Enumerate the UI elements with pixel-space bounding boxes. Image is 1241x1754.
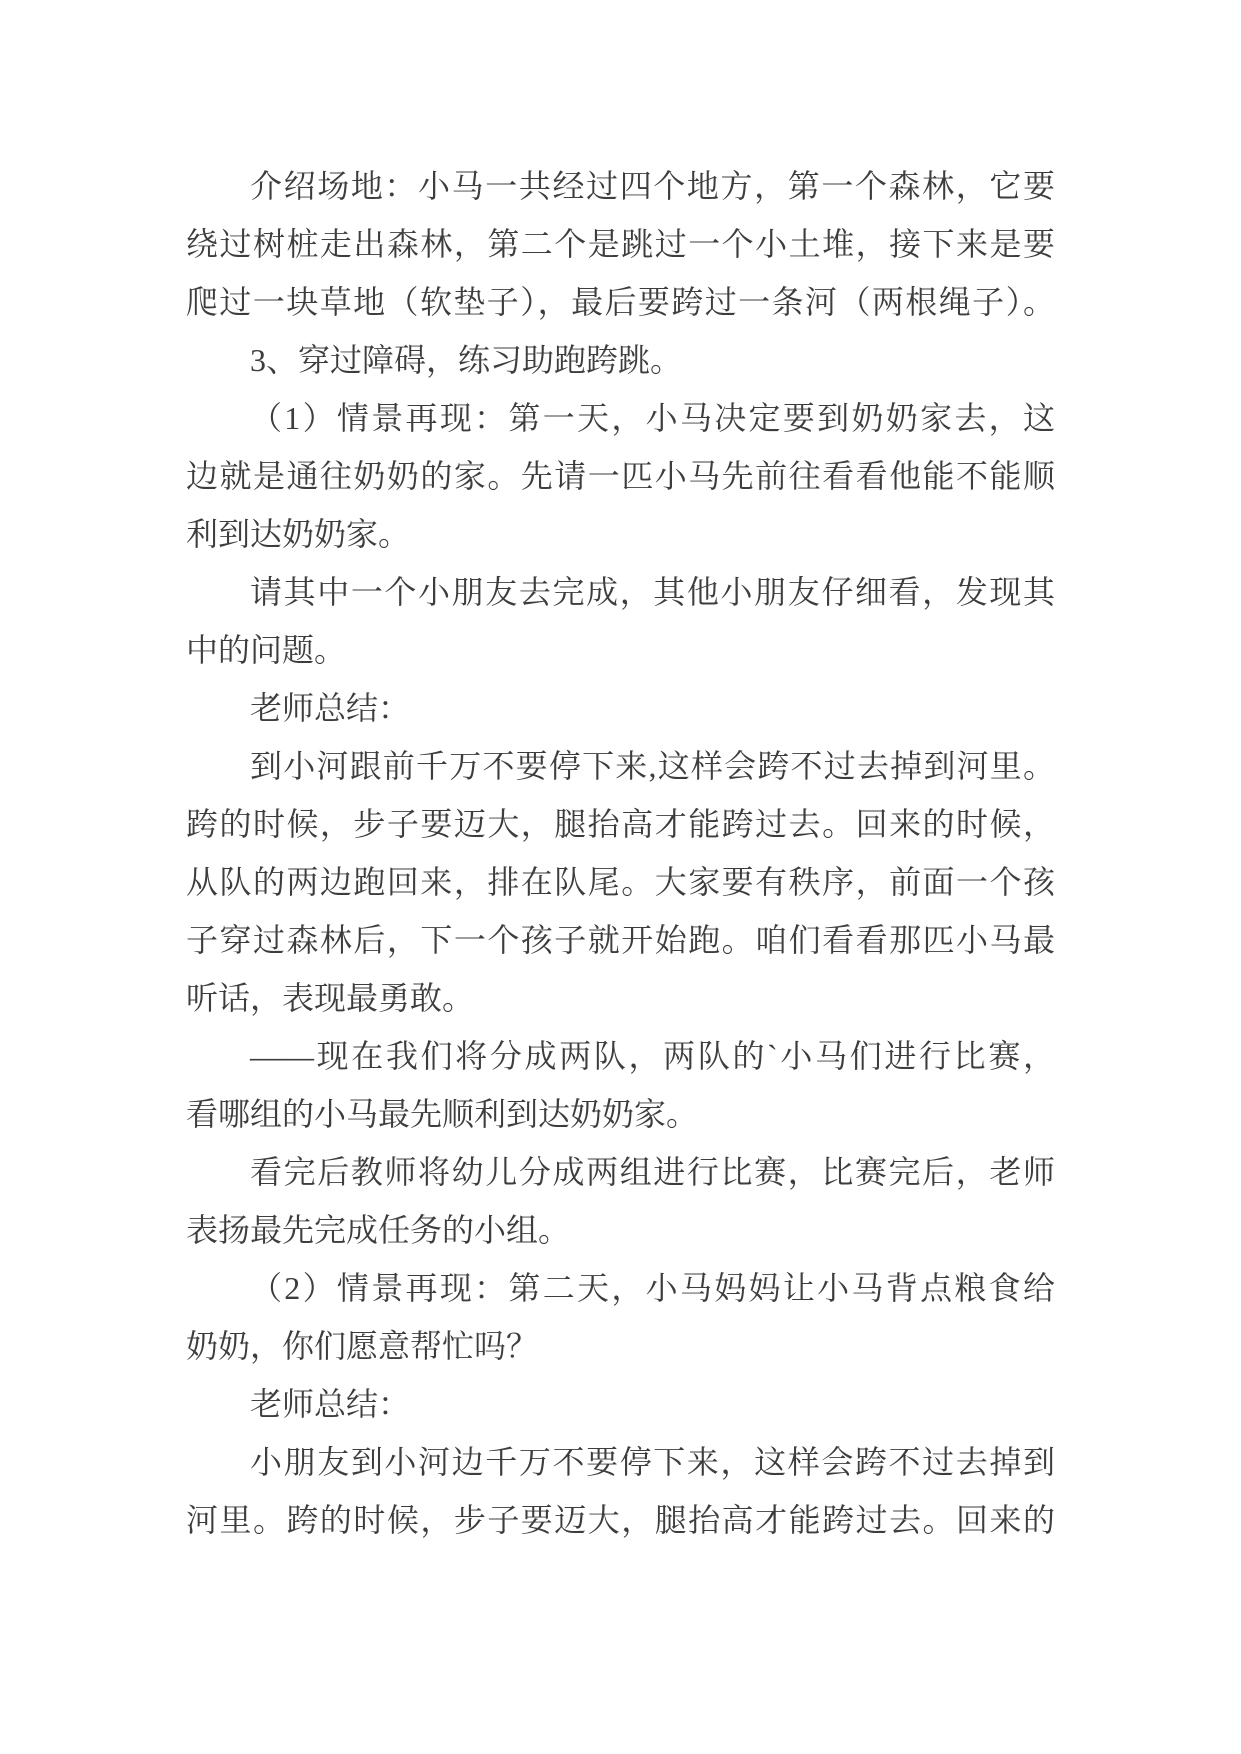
text-line: 老师总结： <box>250 690 411 726</box>
text-line: 请其中一个小朋友去完成，其他小朋友仔细看，发现其 <box>250 574 1055 610</box>
paragraph <box>186 157 1055 331</box>
text-line: 看完后教师将幼儿分成两组进行比赛，比赛完后，老师 <box>250 1154 1055 1190</box>
paragraph <box>186 389 1055 563</box>
paragraph <box>186 1259 1055 1375</box>
text-line: 奶奶，你们愿意帮忙吗？ <box>186 1328 539 1364</box>
text-block <box>186 157 1055 1549</box>
paragraph <box>186 737 1055 1027</box>
text-line: （1）情景再现：第一天，小马决定要到奶奶家去，这 <box>250 400 1055 436</box>
text-line: 中的问题。 <box>186 632 347 668</box>
paragraph <box>186 1143 1055 1259</box>
paragraph <box>186 563 1055 679</box>
text-line: 从队的两边跑回来，排在队尾。大家要有秩序，前面一个孩 <box>186 864 1055 900</box>
text-line: 小朋友到小河边千万不要停下来，这样会跨不过去掉到 <box>250 1444 1055 1480</box>
paragraph <box>186 1433 1055 1549</box>
text-line: （2）情景再现：第二天，小马妈妈让小马背点粮食给 <box>250 1270 1055 1306</box>
text-line: 看哪组的小马最先顺利到达奶奶家。 <box>186 1096 699 1132</box>
text-line: 跨的时候，步子要迈大，腿抬高才能跨过去。回来的时候， <box>186 806 1055 842</box>
text-line: 到小河跟前千万不要停下来,这样会跨不过去掉到河里。 <box>250 748 1055 784</box>
paragraph <box>186 679 1055 737</box>
text-line: 子穿过森林后，下一个孩子就开始跑。咱们看看那匹小马最 <box>186 922 1055 958</box>
text-line: 3、穿过障碍，练习助跑跨跳。 <box>250 342 683 378</box>
text-line: 爬过一块草地（软垫子），最后要跨过一条河（两根绳子）。 <box>186 284 1055 320</box>
text-line: 河里。跨的时候，步子要迈大，腿抬高才能跨过去。回来的 <box>186 1502 1055 1538</box>
paragraph <box>186 1027 1055 1143</box>
text-line: 边就是通往奶奶的家。先请一匹小马先前往看看他能不能顺 <box>186 458 1055 494</box>
text-line: 介绍场地：小马一共经过四个地方，第一个森林，它要 <box>250 168 1055 204</box>
text-line: ——现在我们将分成两队，两队的`小马们进行比赛， <box>250 1038 1055 1074</box>
text-line: 表扬最先完成任务的小组。 <box>186 1212 571 1248</box>
text-line: 绕过树桩走出森林，第二个是跳过一个小土堆，接下来是要 <box>186 226 1055 262</box>
paragraph <box>186 1375 1055 1433</box>
text-line: 老师总结： <box>250 1386 411 1422</box>
text-line: 利到达奶奶家。 <box>186 516 411 552</box>
text-line: 听话，表现最勇敢。 <box>186 980 475 1016</box>
paragraph <box>186 331 1055 389</box>
